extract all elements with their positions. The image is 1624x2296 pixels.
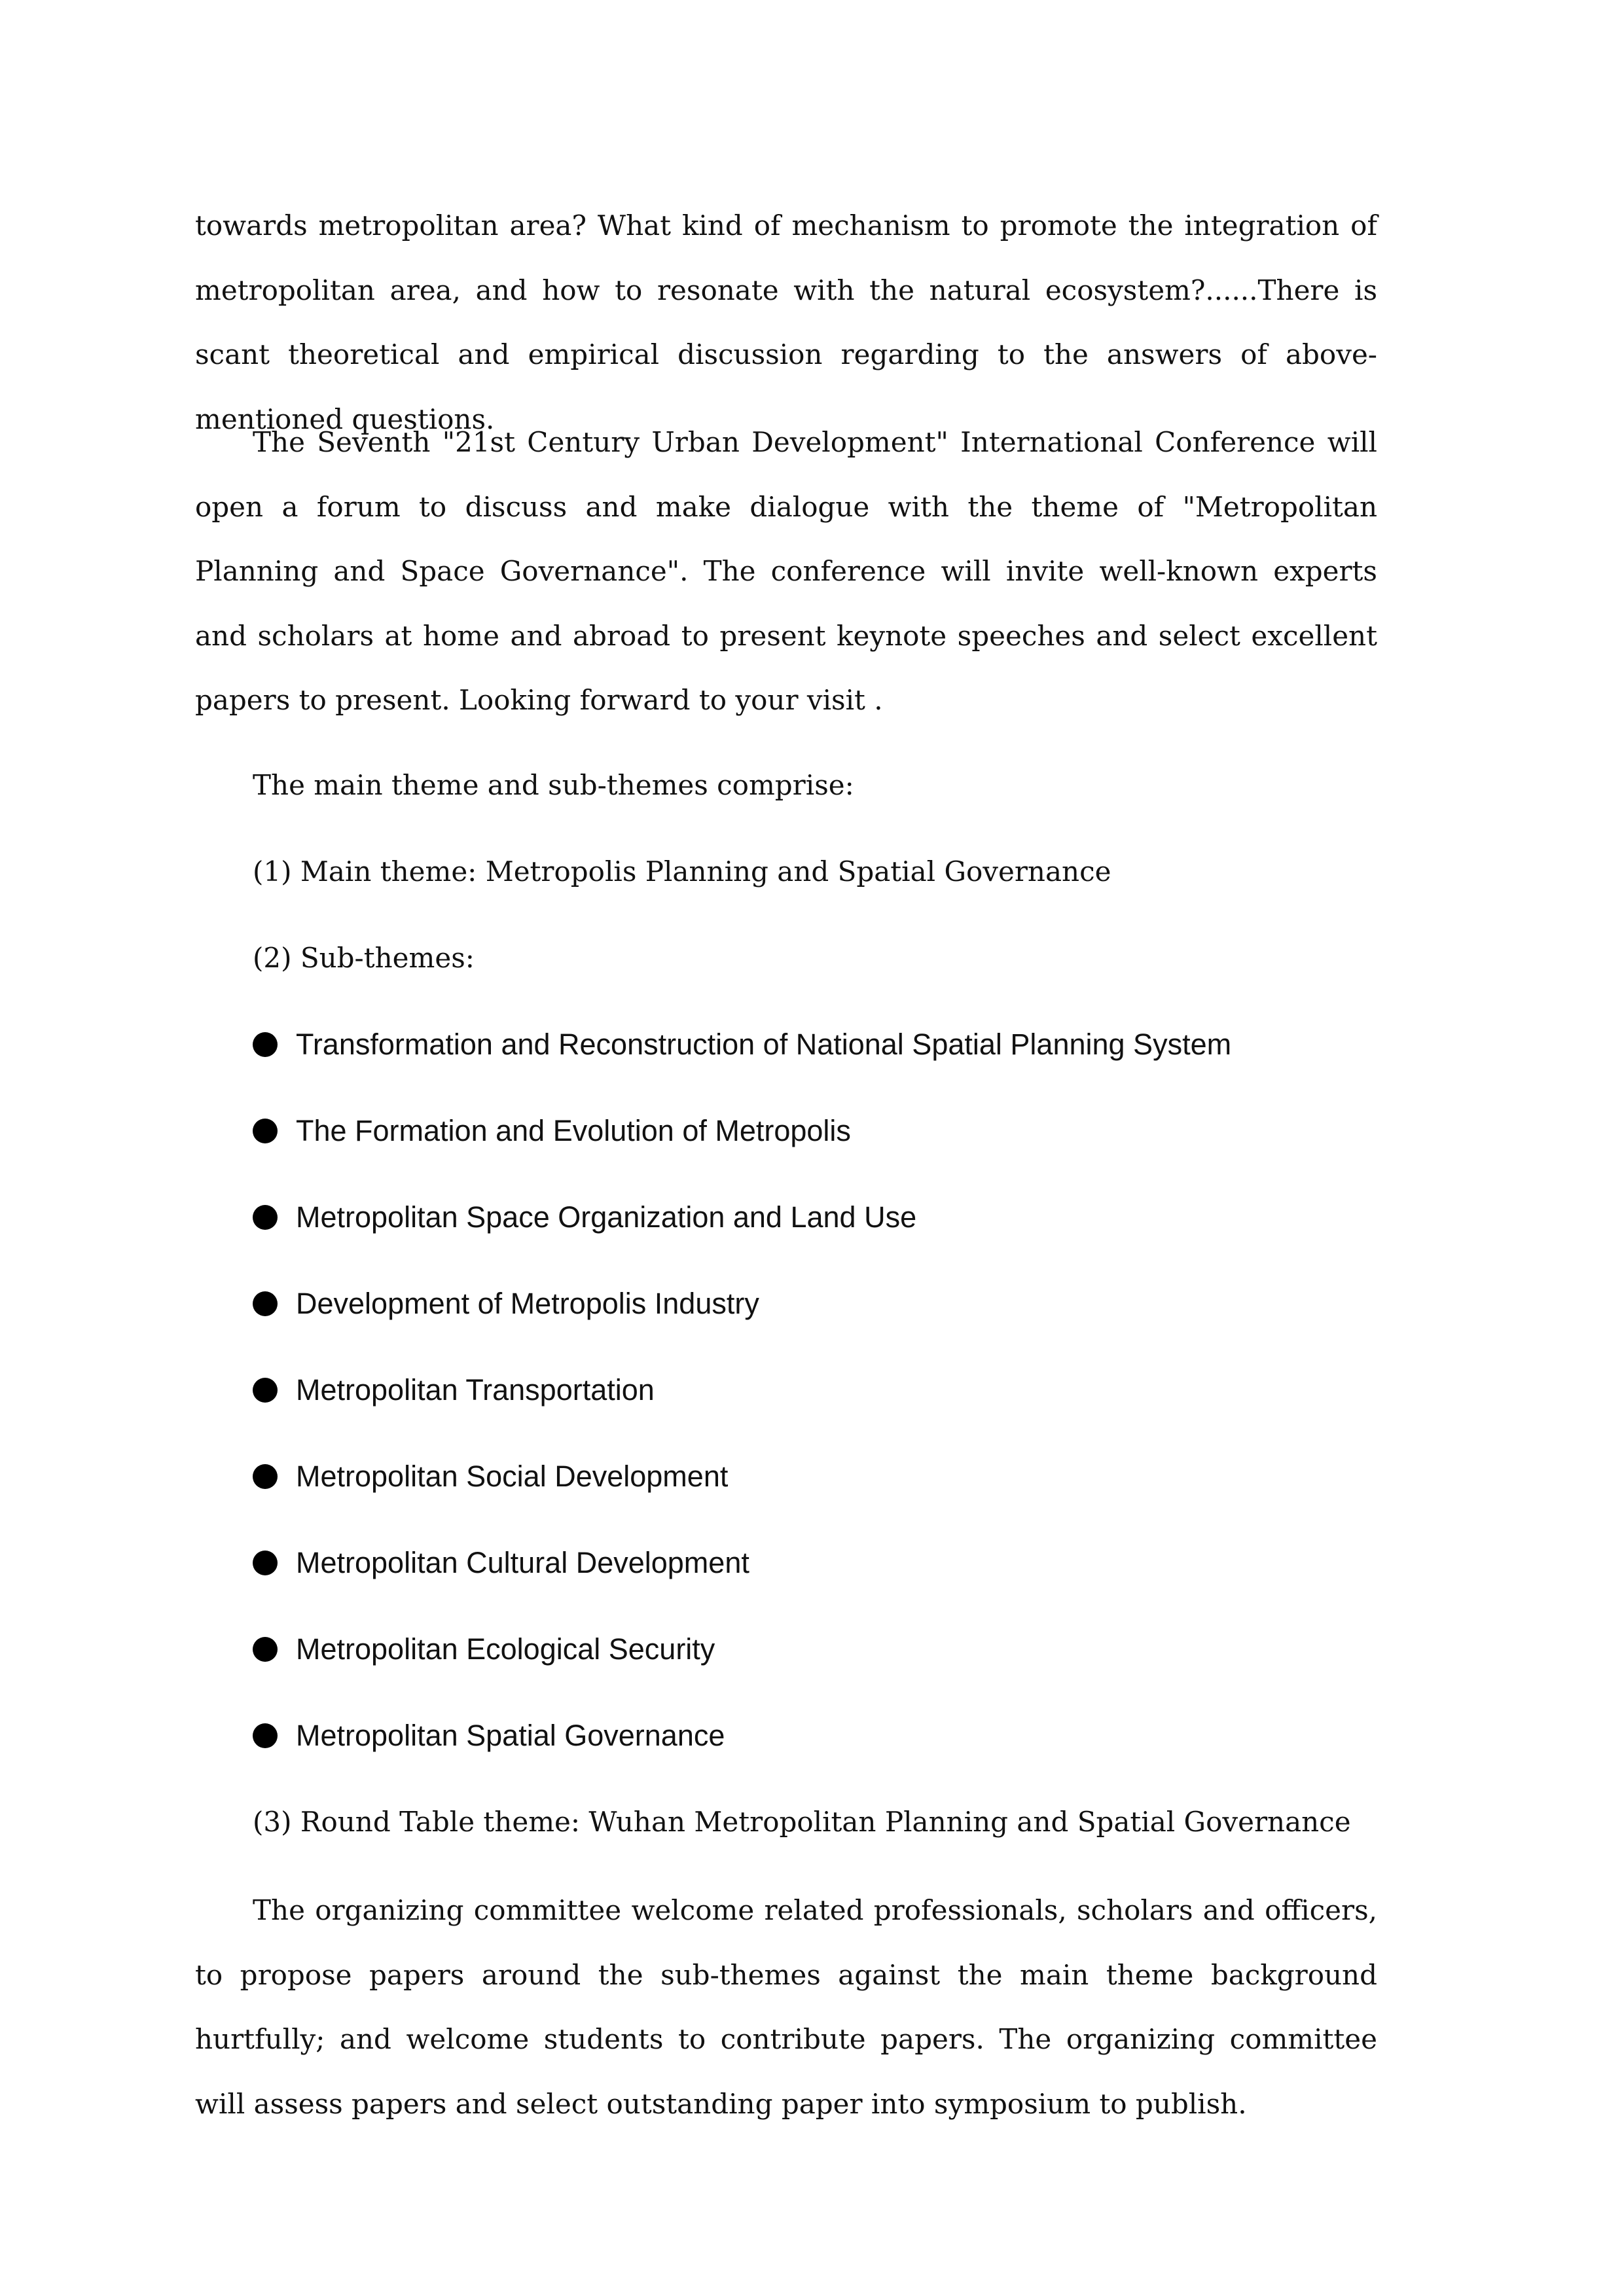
list-item	[253, 1630, 715, 1669]
sub-theme-label: Metropolitan Space Organization and Land Use	[296, 1200, 917, 1234]
list-item	[253, 1457, 728, 1496]
sub-theme-label: Metropolitan Spatial Governance	[296, 1719, 725, 1752]
sub-theme-label: Metropolitan Ecological Security	[296, 1632, 715, 1666]
closing-paragraph: The organizing committee welcome related professionals, scholars and officers, to propose papers around the sub-themes against the main theme background hurtfully; and welcome students to contribute papers. The organizing committee will assess papers and select outstanding paper into symposium to publish.	[195, 1894, 1377, 2120]
list-item	[253, 1284, 759, 1323]
sub-theme-label: The Formation and Evolution of Metropolis	[296, 1114, 851, 1147]
sub-theme-label: Metropolitan Cultural Development	[296, 1546, 749, 1579]
sub-themes-heading: (2) Sub-themes:	[253, 942, 475, 974]
sub-theme-label: Transformation and Reconstruction of National Spatial Planning System	[296, 1028, 1232, 1061]
sub-theme-label: Development of Metropolis Industry	[296, 1287, 759, 1320]
bullet-icon	[253, 1464, 278, 1489]
bullet-icon	[253, 1637, 278, 1662]
themes-intro: The main theme and sub-themes comprise:	[253, 769, 854, 801]
list-item	[253, 1543, 749, 1583]
bullet-icon	[253, 1119, 278, 1143]
main-theme: (1) Main theme: Metropolis Planning and Spatial Governance	[253, 855, 1111, 888]
intro-paragraph: towards metropolitan area? What kind of mechanism to promote the integration of metropolitan area, and how to resonate with the natural ecosystem?......There is scant theoretical and empirical discussion regarding to the answers of above-mentioned questions.	[195, 209, 1377, 435]
conference-paragraph: The Seventh "21st Century Urban Development" International Conference will open a forum to discuss and make dialogue with the theme of "Metropolitan Planning and Space Governance". The conference will invite well-known experts and scholars at home and abroad to present keynote speeches and select excellent papers to present. Looking forward to your visit .	[195, 426, 1377, 716]
sub-theme-label: Metropolitan Social Development	[296, 1460, 729, 1493]
list-item	[253, 1111, 851, 1151]
list-item	[253, 1025, 1231, 1064]
bullet-icon	[253, 1378, 278, 1403]
list-item	[253, 1198, 916, 1237]
bullet-icon	[253, 1032, 278, 1057]
list-item	[253, 1371, 655, 1410]
bullet-icon	[253, 1551, 278, 1575]
sub-theme-label: Metropolitan Transportation	[296, 1373, 655, 1407]
bullet-icon	[253, 1291, 278, 1316]
round-table-theme: (3) Round Table theme: Wuhan Metropolitan Planning and Spatial Governance	[253, 1806, 1351, 1838]
bullet-icon	[253, 1205, 278, 1230]
bullet-icon	[253, 1723, 278, 1748]
list-item	[253, 1716, 725, 1755]
